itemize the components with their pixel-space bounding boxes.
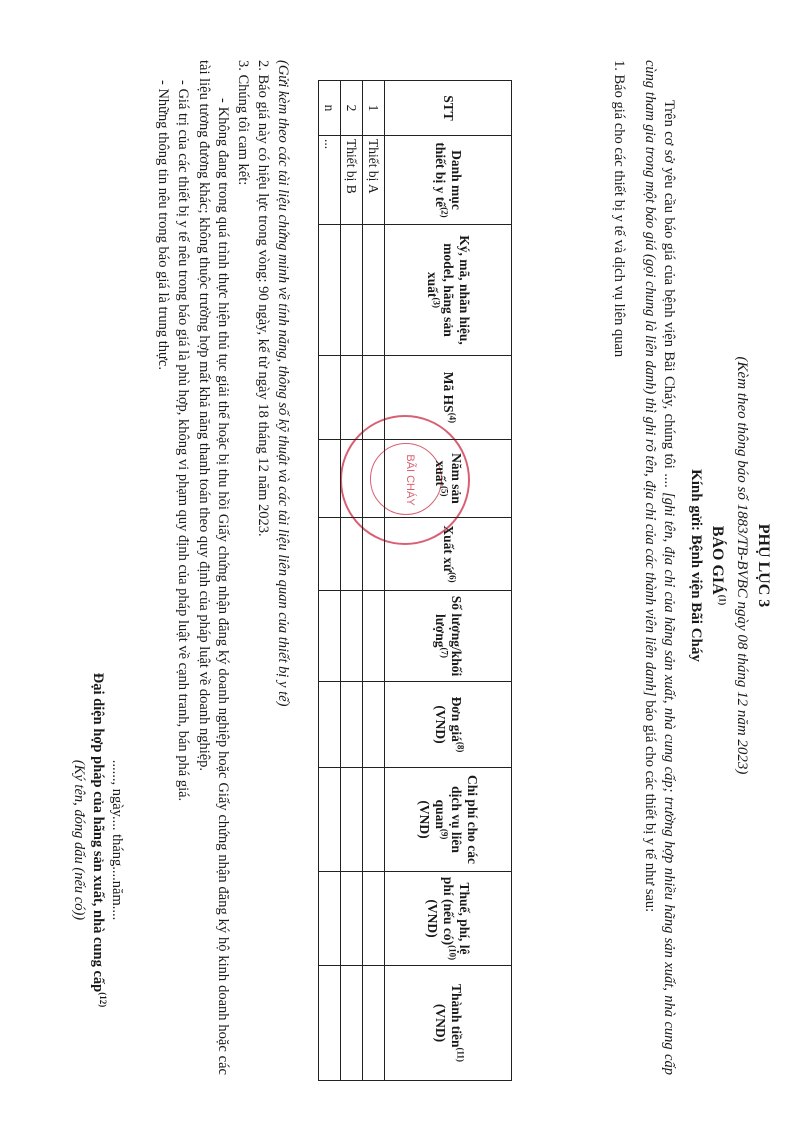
table-row: [319, 81, 341, 1081]
header-model: Ký, mã, nhãn hiệu, model, hãng sản xuất$^{(3)}$: [385, 225, 512, 356]
addressee: Kính gửi: Bệnh viện Bãi Cháy: [688, 469, 704, 662]
section-2-validity: 2. Báo giá này có hiệu lực trong vòng: 90 ngày, kể từ ngày 18 tháng 12 năm 2023.: [255, 60, 271, 537]
section-3-heading: 3. Chúng tôi cam kết:: [235, 60, 251, 186]
doc-title-note: (1): [717, 594, 728, 606]
header-quantity: Số lượng/khối lượng$^{(7)}$: [385, 591, 512, 682]
intro-part3: báo giá cho các thiết bị y tế như sau:: [642, 696, 658, 913]
signature-date: ......, ngày.... tháng....năm....: [109, 759, 125, 921]
commitment-1: - Không đang trong quá trình thực hiện thủ tục giải thể hoặc bị thu hồi Giấy chứng nhận đăng ký doanh nghiệp hoặc Giấy chứng nhận đăng ký hộ kinh doanh hoặc các tài liệu tương đương khác; không thuộc trường hợp mất khả năng thanh toán theo quy định của pháp luật về doanh nghiệp.: [196, 60, 231, 1075]
table-header-row: [385, 81, 512, 1081]
stamp-text: BÃI CHÁY: [404, 454, 416, 506]
header-tax: Thuế, phí, lệ phí (nếu có)$^{(10)}$ (VND): [385, 872, 512, 966]
doc-title: [708, 0, 726, 1131]
row-stt: 1: [363, 81, 385, 136]
header-device-list: Danh mục thiết bị y tế$^{(2)}$: [385, 136, 512, 225]
intro-part2: [ghi tên, địa chỉ của hãng sản xuất, nhà cung cấp; trường hợp nhiều hãng sản xuất, nhà cung cấp cùng tham gia trong một báo giá (gọi chung là liên danh) thì ghi rõ tên, địa chỉ của các thành viên liên danh]: [642, 60, 677, 1075]
header-total: Thành tiền$^{(11)}$ (VND): [385, 966, 512, 1081]
commitment-3: - Những thông tin nêu trong báo giá là trung thực.: [155, 80, 171, 370]
row-stt: 2: [341, 81, 363, 136]
intro-paragraph: [640, 60, 678, 1075]
doc-title-text: BÁO GIÁ: [709, 525, 726, 595]
header-unit-price: Đơn giá$^{(8)}$ (VND): [385, 682, 512, 768]
appendix-title: PHỤ LỤC 3: [755, 523, 772, 608]
header-service-cost: Chi phí cho các dịch vụ liên quan$^{(9)}$ (VND): [385, 768, 512, 872]
header-hs-code: Mã HS$^{(4)}$: [385, 356, 512, 440]
signature-block: [69, 560, 126, 1120]
row-stt: n: [319, 81, 341, 136]
appendix-subtitle: (Kèm theo thông báo số 1883/TB-BVBC ngày 08 tháng 12 năm 2023): [734, 356, 750, 775]
attachment-note: (Gửi kèm theo các tài liệu chứng minh về tính năng, thông số kỹ thuật và các tài liệu liên quan của thiết bị y tế): [275, 60, 291, 707]
commitment-2: - Giá trị của các thiết bị y tế nêu trong báo giá là phù hợp, không vi phạm quy định của pháp luật về cạnh tranh, bán phá giá.: [175, 80, 191, 802]
header-origin: Xuất xứ$^{(6)}$: [385, 518, 512, 591]
table-row: [363, 81, 385, 1081]
row-device-name: Thiết bị A: [363, 136, 385, 225]
table-row: [341, 81, 363, 1081]
quote-table: [318, 80, 512, 1081]
section-1-heading: 1. Báo giá cho các thiết bị y tế và dịch vụ liên quan: [611, 60, 627, 358]
signature-note: (Ký tên, đóng dấu (nếu có)): [71, 759, 87, 921]
header-year: Năm sản xuất$^{(5)}$: [385, 440, 512, 518]
row-device-name: Thiết bị B: [341, 136, 363, 225]
row-device-name: ...: [319, 136, 341, 225]
signature-title: Đại diện hợp pháp của hãng sản xuất, nhà cung cấp$^{(12)}$: [90, 672, 108, 1008]
intro-part1: Trên cơ sở yêu cầu báo giá của bệnh viện Bãi Cháy, chúng tôi ....: [661, 100, 677, 493]
header-stt: STT: [385, 81, 512, 136]
